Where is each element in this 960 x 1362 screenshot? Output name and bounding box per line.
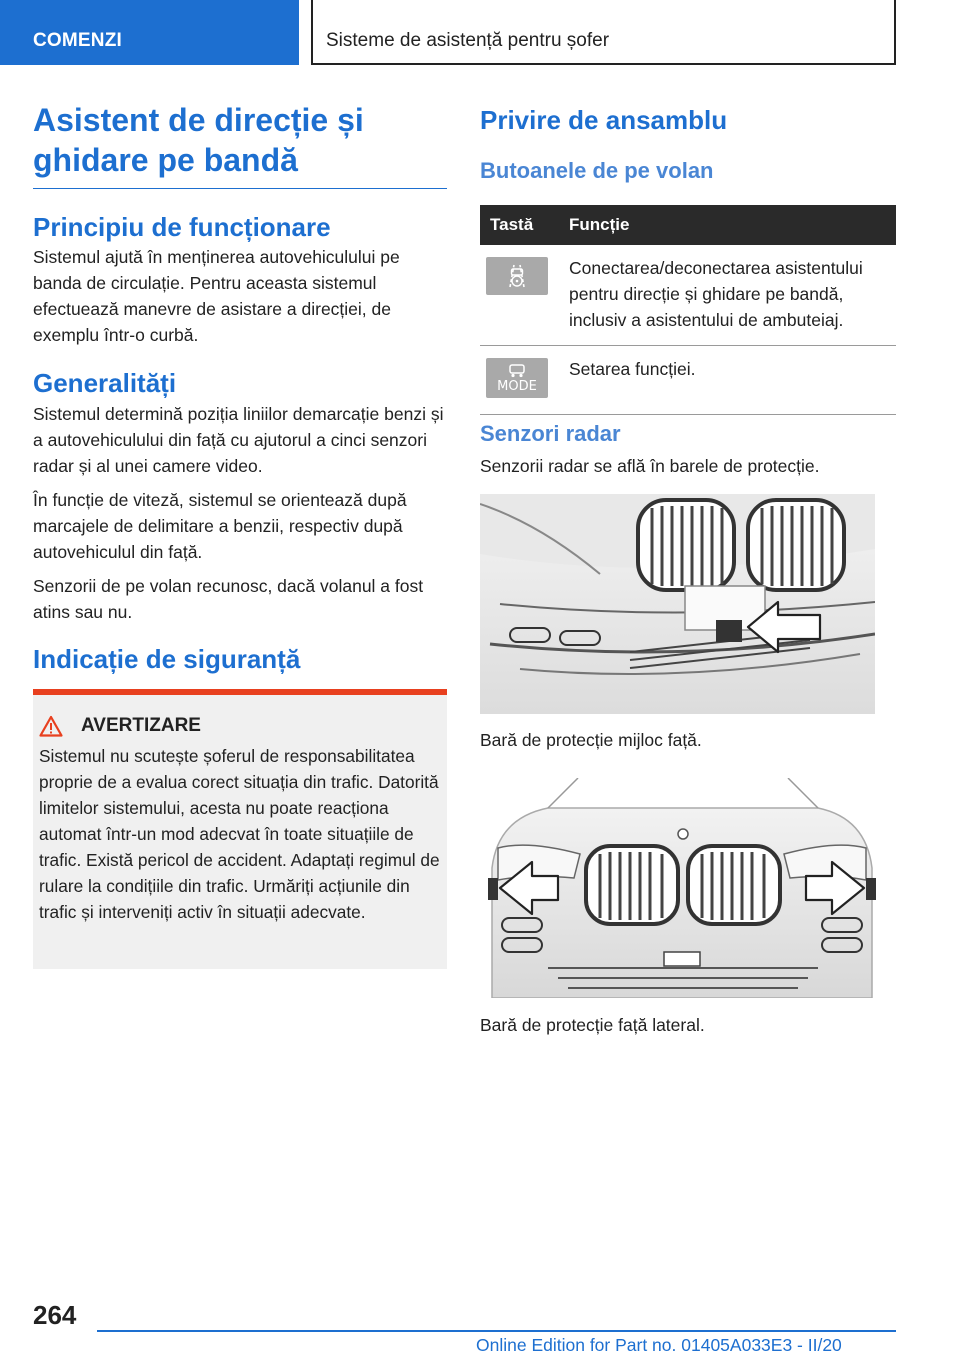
table-row [480, 245, 896, 346]
principle-heading: Principiu de funcționare [33, 212, 331, 242]
radar-text: Senzorii radar se află în barele de protecție. [480, 456, 820, 476]
lane-steering-assist-icon [486, 257, 548, 295]
radar-heading: Senzori radar [480, 421, 621, 446]
buttons-heading: Butoanele de pe volan [480, 158, 714, 183]
general-paragraph-2: În funcție de viteză, sistemul se orientează după marcajele de delimitare a benzii, respectiv după autovehiculul din față. [33, 490, 407, 562]
left-column [33, 100, 447, 675]
page-number: 264 [33, 1300, 77, 1330]
warning-title: AVERTIZARE [81, 715, 201, 736]
mode-button-icon [486, 358, 548, 398]
buttons-table [480, 205, 896, 415]
overview-heading: Privire de ansamblu [480, 105, 728, 135]
section-tab[interactable]: COMENZI [0, 0, 299, 65]
bumper-lateral-image [488, 778, 876, 998]
warning-box [33, 689, 447, 969]
table-header-key: Tastă [480, 205, 569, 245]
bumper-middle-image [480, 494, 875, 714]
page-title: Asistent de direcție și ghidare pe bandă [33, 100, 447, 189]
safety-heading: Indicație de siguranță [33, 644, 301, 674]
warning-triangle-icon [39, 715, 63, 737]
principle-text: Sistemul ajută în menținerea autovehiculului pe banda de circulație. Pentru aceasta sistemul efectuează manevre de asistare a direcției, de exemplu într-o curbă. [33, 247, 400, 345]
footer-edition[interactable]: Online Edition for Part no. 01405A033E3 - II/20 [476, 1335, 842, 1355]
footer-divider [97, 1330, 896, 1332]
row-function-text: Conectarea/deconectarea asistentului pentru direcție și ghidare pe bandă, inclusiv a asistentului de ambuteiaj. [569, 245, 896, 346]
caption-bumper-lateral: Bară de protecție față lateral. [480, 1015, 705, 1035]
mode-key-label: MODE [497, 379, 537, 394]
caption-bumper-middle: Bară de protecție mijloc față. [480, 730, 702, 750]
right-column [480, 100, 896, 185]
chapter-title: Sisteme de asistență pentru șofer [311, 0, 896, 65]
general-paragraph-1: Sistemul determină poziția liniilor demarcație benzi și a autovehiculului din față cu ajutorul a cinci senzori radar și al unei camere video. [33, 404, 444, 476]
general-paragraph-3: Senzorii de pe volan recunosc, dacă volanul a fost atins sau nu. [33, 576, 424, 622]
warning-header [39, 715, 447, 737]
table-header-function: Funcție [569, 205, 896, 245]
warning-text: Sistemul nu scutește șoferul de responsabilitatea proprie de a evalua corect situația din trafic. Datorită limitelor sistemului, acesta nu poate reacționa automat într-un mod adecvat în toate situațiile de trafic. Există pericol de accident. Adaptați regimul de rulare la condițiile din trafic. Urmăriți acțiunile din trafic și interveniți activ în situații adecvate. [39, 746, 440, 922]
general-heading: Generalități [33, 368, 177, 398]
table-row [480, 346, 896, 415]
row-function-text: Setarea funcției. [569, 346, 896, 415]
